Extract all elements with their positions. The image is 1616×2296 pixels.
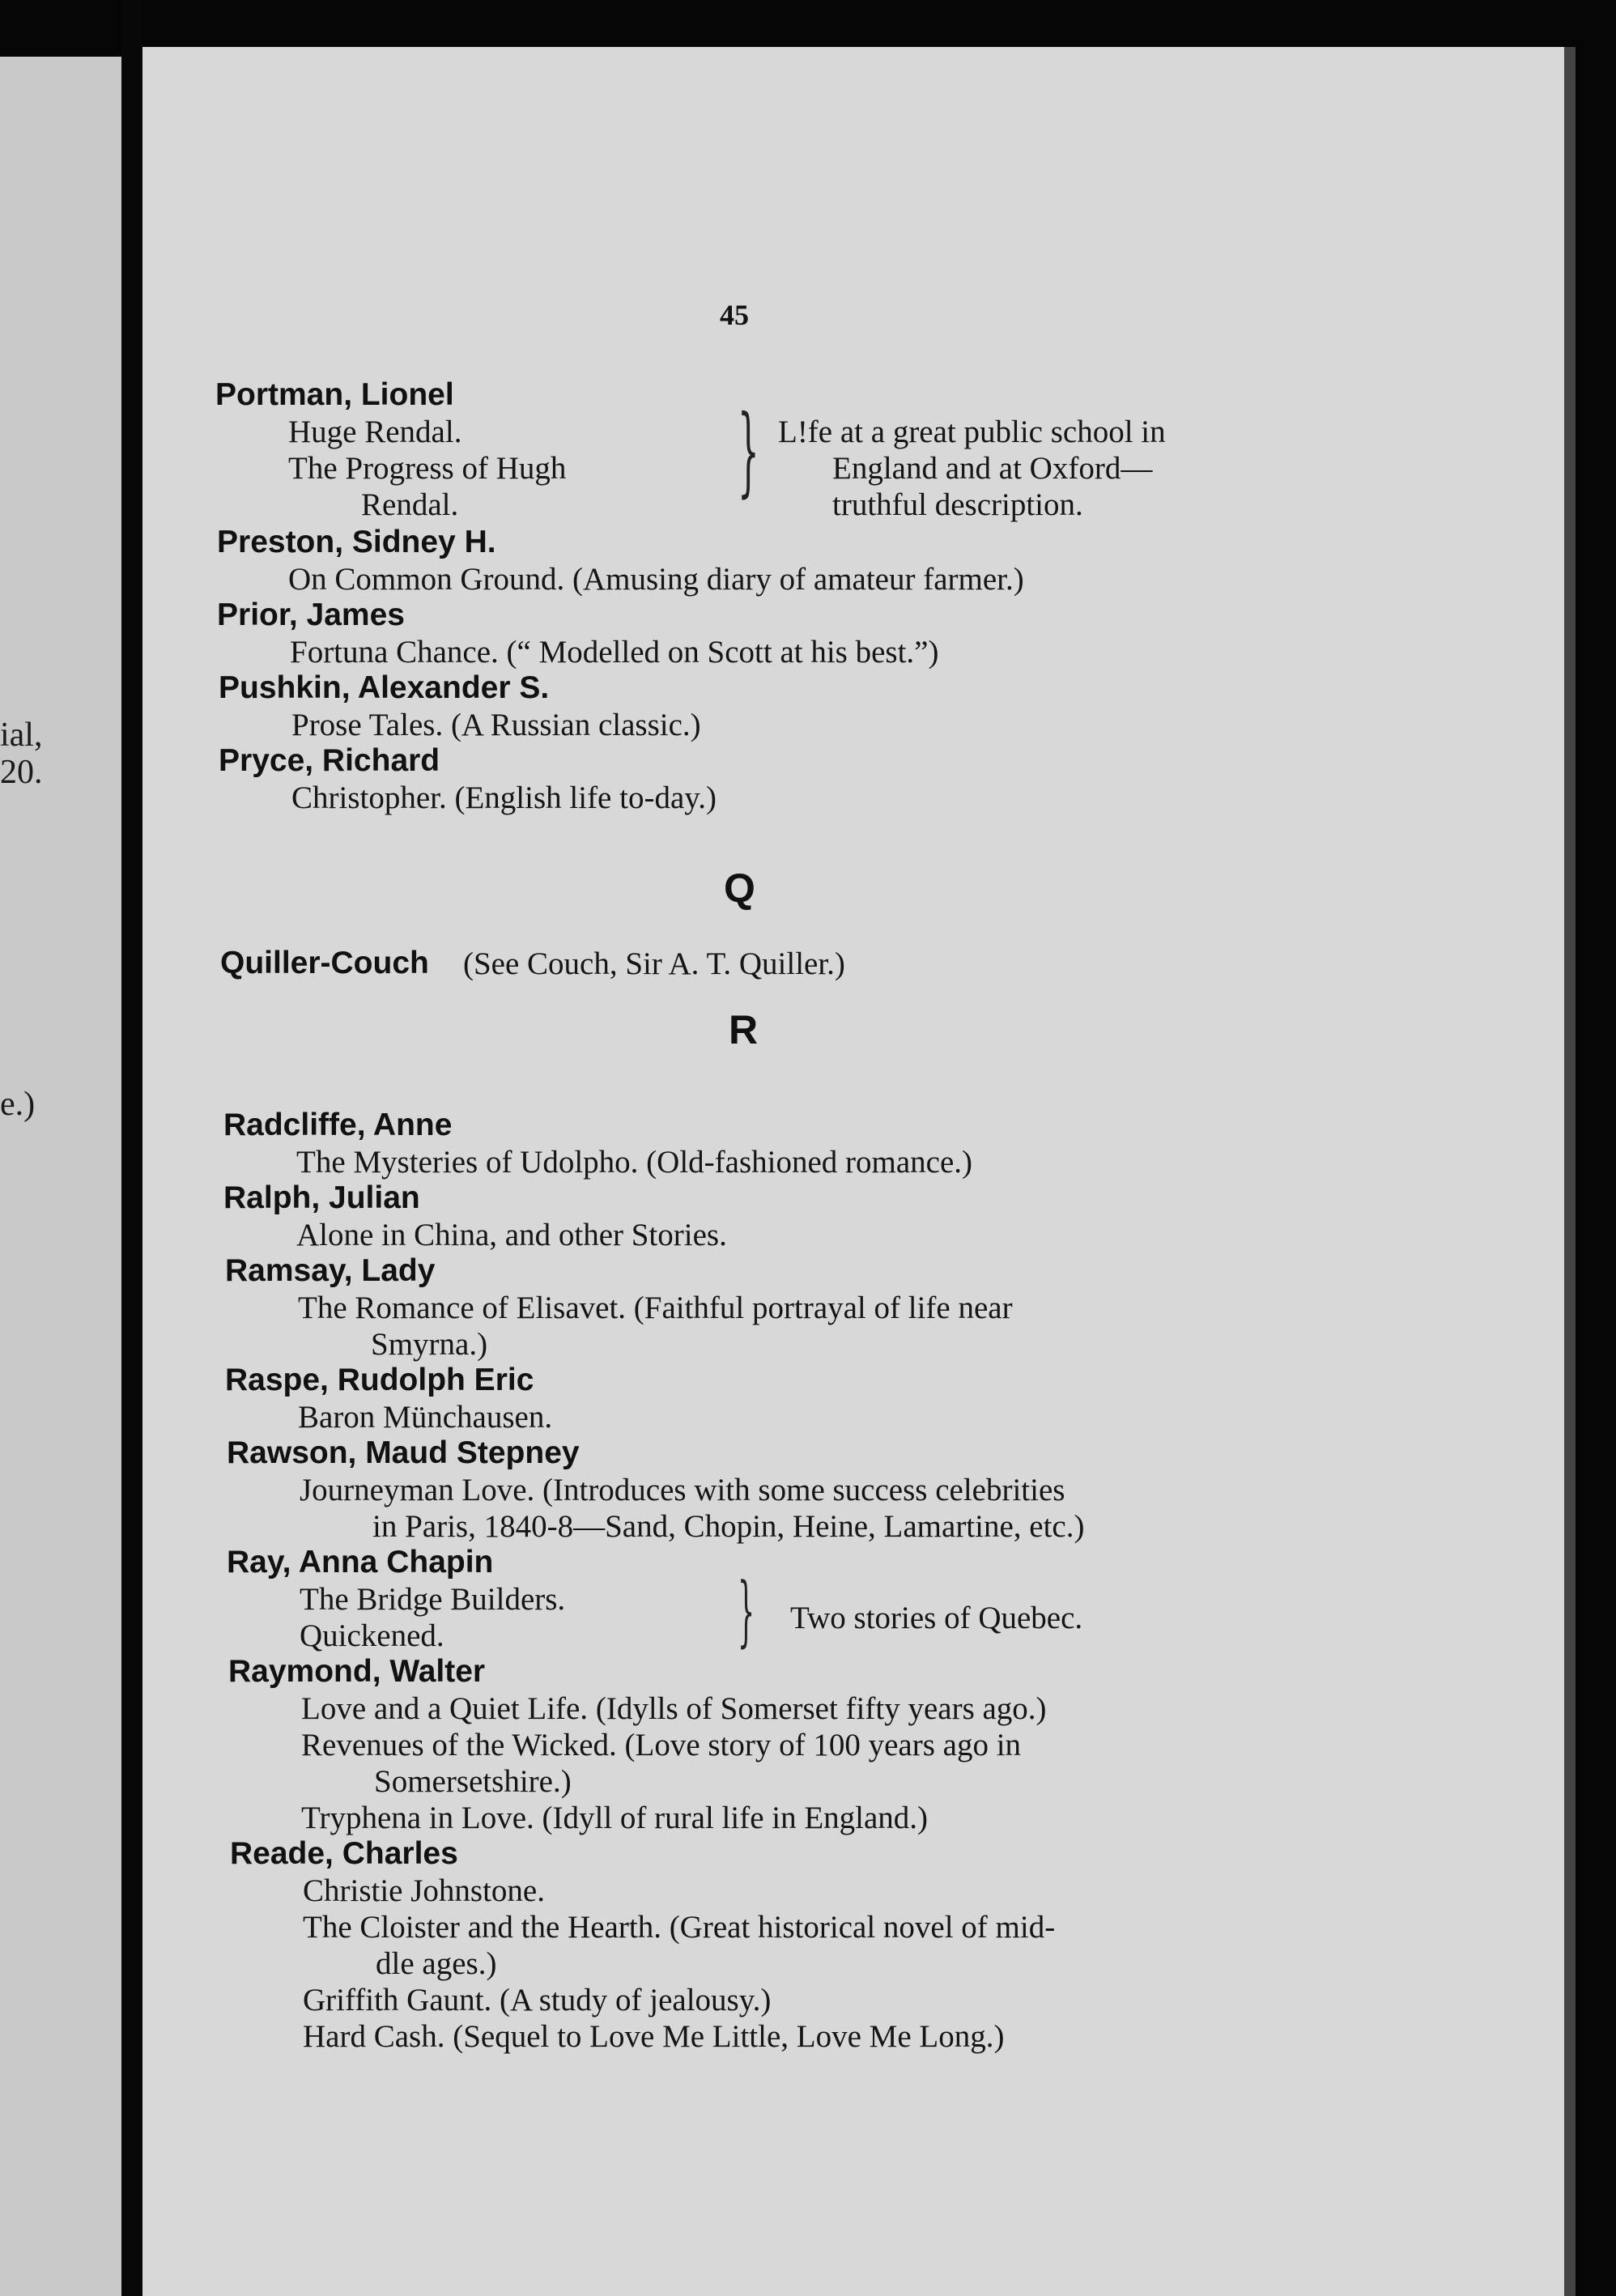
author-prior: Prior, James [217, 597, 405, 632]
author-raspe: Raspe, Rudolph Eric [225, 1363, 534, 1397]
author-quiller-couch: Quiller-Couch [220, 946, 429, 980]
author-portman: Portman, Lionel [215, 377, 454, 412]
title-line: Revenues of the Wicked. (Love story of 100 years ago in [301, 1728, 1022, 1762]
title-line: Griffith Gaunt. (A study of jealousy.) [303, 1983, 772, 2018]
title-line: Love and a Quiet Life. (Idylls of Somerset fifty years ago.) [301, 1691, 1047, 1726]
title-line: Prose Tales. (A Russian classic.) [291, 708, 701, 742]
note-line: truthful description. [832, 487, 1083, 522]
title-line: Smyrna.) [371, 1327, 488, 1362]
title-line: Rendal. [361, 487, 459, 522]
book-gutter [121, 0, 142, 2296]
author-raymond: Raymond, Walter [228, 1654, 486, 1689]
author-pryce: Pryce, Richard [219, 743, 440, 778]
title-line: Christopher. (English life to-day.) [291, 780, 717, 815]
author-ramsay: Ramsay, Lady [225, 1253, 436, 1288]
author-pushkin: Pushkin, Alexander S. [219, 670, 550, 705]
title-line: The Progress of Hugh [288, 451, 567, 486]
title-line: On Common Ground. (Amusing diary of amateur farmer.) [288, 562, 1024, 597]
title-line: Huge Rendal. [288, 415, 462, 449]
left-page-edge [0, 57, 121, 2296]
note-line: (See Couch, Sir A. T. Quiller.) [463, 946, 845, 981]
grouping-brace: } [738, 395, 759, 508]
author-ralph: Ralph, Julian [223, 1180, 420, 1215]
section-heading-r: R [729, 1007, 759, 1052]
note-line: L!fe at a great public school in [778, 415, 1166, 449]
title-line: Alone in China, and other Stories. [296, 1218, 727, 1252]
section-heading-q: Q [724, 865, 755, 911]
title-line: Baron Münchausen. [298, 1400, 553, 1435]
title-line: Christie Johnstone. [303, 1873, 545, 1908]
note-line: Two stories of Quebec. [790, 1601, 1083, 1635]
title-line: Hard Cash. (Sequel to Love Me Little, Love Me Long.) [303, 2019, 1005, 2054]
title-line: The Bridge Builders. [300, 1582, 566, 1617]
title-line: Tryphena in Love. (Idyll of rural life in England.) [301, 1801, 929, 1835]
page-number: 45 [720, 299, 749, 331]
title-line: Somersetshire.) [374, 1764, 572, 1799]
title-line: The Mysteries of Udolpho. (Old-fashioned romance.) [296, 1145, 973, 1180]
title-line: dle ages.) [376, 1946, 497, 1981]
author-rawson: Rawson, Maud Stepney [227, 1435, 580, 1470]
author-ray: Ray, Anna Chapin [227, 1545, 494, 1580]
left-page-fragment: e.) [0, 1086, 36, 1123]
author-radcliffe: Radcliffe, Anne [223, 1108, 453, 1142]
title-line: The Romance of Elisavet. (Faithful portrayal of life near [298, 1290, 1013, 1325]
left-page-fragment: 20. [0, 754, 43, 791]
title-line: in Paris, 1840-8—Sand, Chopin, Heine, Lamartine, etc.) [372, 1509, 1085, 1544]
title-line: The Cloister and the Hearth. (Great historical novel of mid- [303, 1910, 1056, 1945]
title-line: Quickened. [300, 1618, 444, 1653]
title-line: Journeyman Love. (Introduces with some success celebrities [300, 1473, 1065, 1507]
book-page [142, 47, 1576, 2296]
title-line: Fortuna Chance. (“ Modelled on Scott at his best.”) [290, 635, 939, 670]
note-line: England and at Oxford— [832, 451, 1153, 486]
left-page-fragment: ial, [0, 716, 43, 754]
author-reade: Reade, Charles [230, 1836, 458, 1871]
author-preston: Preston, Sidney H. [217, 525, 496, 559]
grouping-brace: } [738, 1567, 755, 1656]
